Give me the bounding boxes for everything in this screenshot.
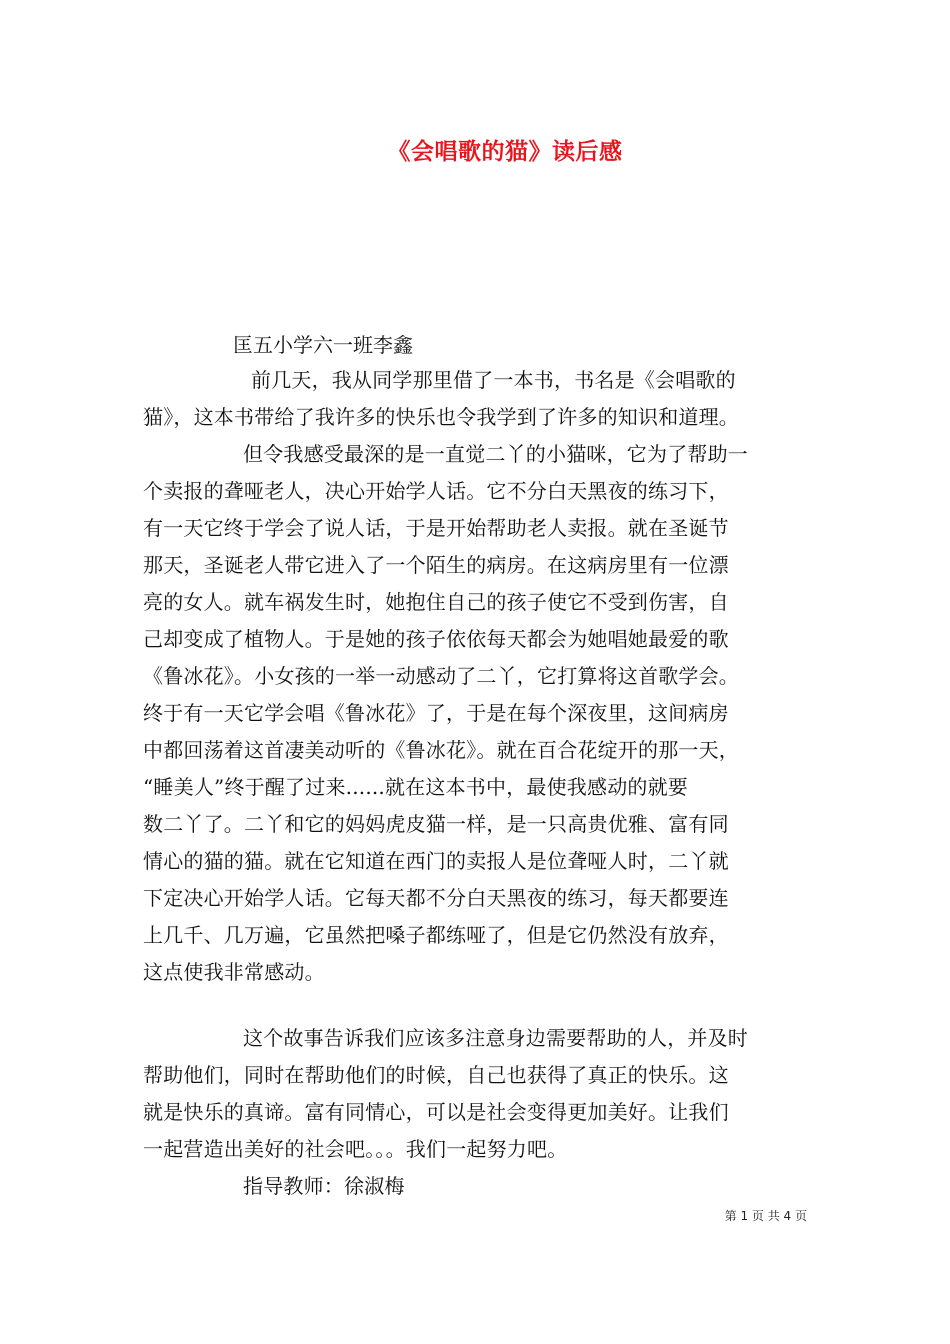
body-line: “睡美人”终于醒了过来......就在这本书中，最使我感动的就要: [143, 775, 688, 799]
body-line: 终于有一天它学会唱《鲁冰花》了，于是在每个深夜里，这间病房: [143, 701, 729, 725]
document-title: 《会唱歌的猫》读后感: [387, 138, 623, 165]
body-line: 但令我感受最深的是一直觉二丫的小猫咪，它为了帮助一: [243, 442, 748, 466]
body-line: 《鲁冰花》。小女孩的一举一动感动了二丫，它打算将这首歌学会。: [143, 664, 739, 688]
body-line: 这点使我非常感动。: [143, 960, 325, 984]
body-line: 下定决心开始学人话。它每天都不分白天黑夜的练习，每天都要连: [143, 886, 729, 910]
author-line: 匡五小学六一班李鑫: [233, 333, 413, 357]
body-line: 亮的女人。就车祸发生时，她抱住自己的孩子使它不受到伤害，自: [143, 590, 729, 614]
body-line: 己却变成了植物人。于是她的孩子依依每天都会为她唱她最爱的歌: [143, 627, 729, 651]
body-line: 这个故事告诉我们应该多注意身边需要帮助的人，并及时: [243, 1026, 748, 1050]
body-line: 情心的猫的猫。就在它知道在西门的卖报人是位聋哑人时，二丫就: [143, 849, 729, 873]
teacher-line: 指导教师：徐淑梅: [243, 1174, 405, 1198]
body-line: 一起营造出美好的社会吧。。。我们一起努力吧。: [143, 1137, 568, 1161]
body-line: 猫》，这本书带给了我许多的快乐也令我学到了许多的知识和道理。: [143, 405, 739, 429]
body-line: 那天，圣诞老人带它进入了一个陌生的病房。在这病房里有一位漂: [143, 553, 729, 577]
body-line: 就是快乐的真谛。富有同情心，可以是社会变得更加美好。让我们: [143, 1100, 729, 1124]
body-line: 数二丫了。二丫和它的妈妈虎皮猫一样，是一只高贵优雅、富有同: [143, 812, 729, 836]
body-line: 帮助他们，同时在帮助他们的时候，自己也获得了真正的快乐。这: [143, 1063, 729, 1087]
body-line: 中都回荡着这首凄美动听的《鲁冰花》。就在百合花绽开的那一天，: [143, 738, 739, 762]
page-number: 第 1 页 共 4 页: [724, 1209, 807, 1223]
body-line: 上几千、几万遍，它虽然把嗓子都练哑了，但是它仍然没有放弃，: [143, 923, 729, 947]
body-line: 有一天它终于学会了说人话，于是开始帮助老人卖报。就在圣诞节: [143, 516, 729, 540]
body-line: 个卖报的聋哑老人，决心开始学人话。它不分白天黑夜的练习下，: [143, 479, 729, 503]
body-line: 前几天，我从同学那里借了一本书，书名是《会唱歌的: [251, 368, 736, 392]
